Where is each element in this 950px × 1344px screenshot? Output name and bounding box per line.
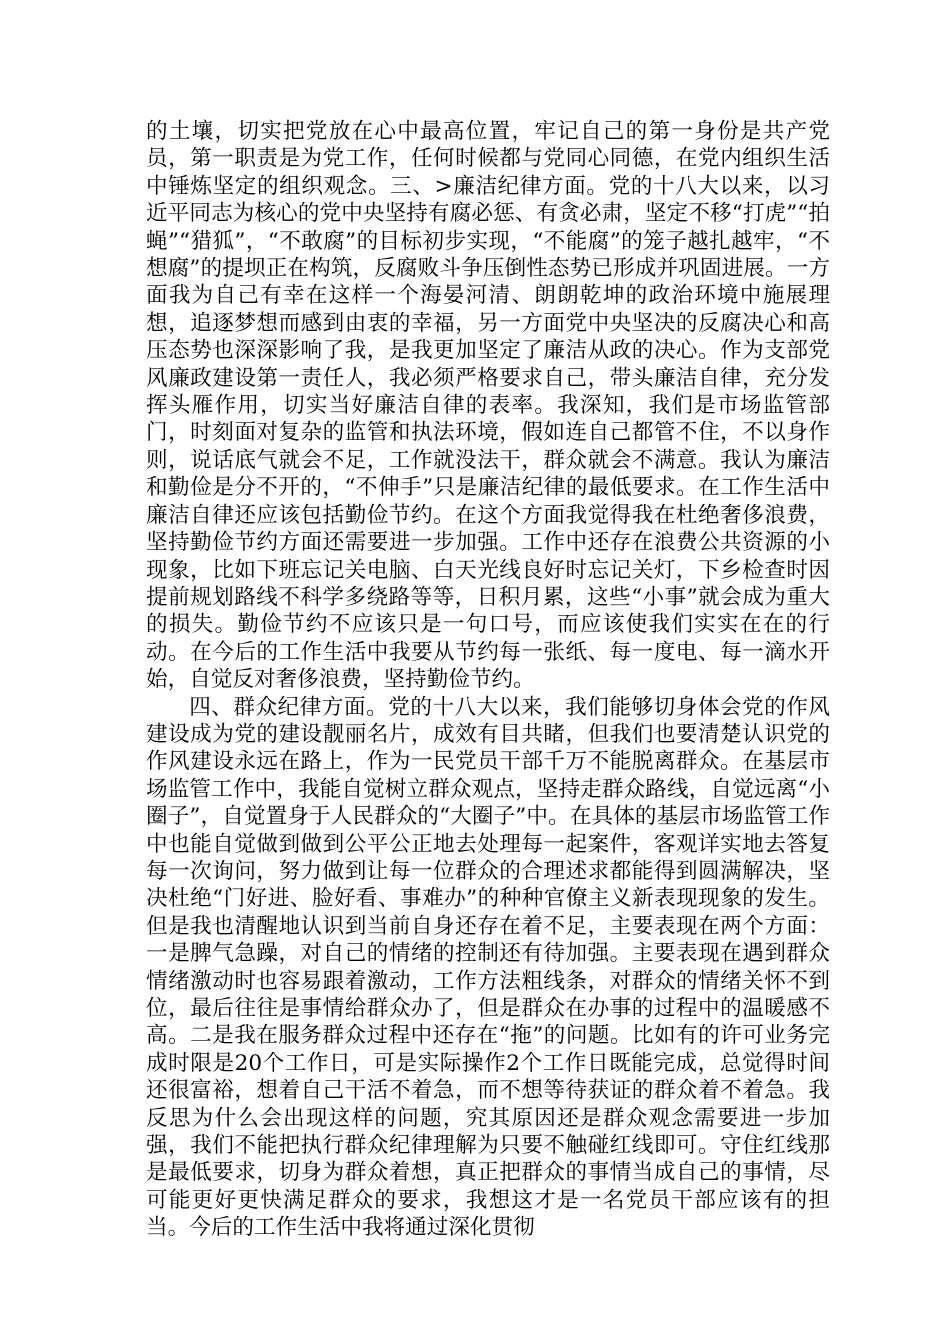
paragraph-integrity-discipline: 的土壤，切实把党放在心中最高位置，牢记自己的第一身份是共产党员，第一职责是为党工作，任何时候都与党同心同德，在党内组织生活中锤炼坚定的组织观念。三、>廉洁纪律方面。党的十八大以来，以习近平同志为核心的党中央坚持有腐必惩、有贪必肃，坚定不移“打虎”“拍蝇”“猎狐”，“不敢腐”的目标初步实现，“不能腐”的笼子越扎越牢，“不想腐”的提坝正在构筑，反腐败斗争压倒性态势已形成并巩固进展。一方面我为自己有幸在这样一个海晏河清、朗朗乾坤的政治环境中施展理想，追逐梦想而感到由衷的幸福，另一方面党中央坚决的反腐决心和高压态势也深深影响了我，是我更加坚定了廉洁从政的决心。作为支部党风廉政建设第一责任人，我必须严格要求自己，带头廉洁自律，充分发挥头雁作用，切实当好廉洁自律的表率。我深知，我们是市场监管部门，时刻面对复杂的监管和执法环境，假如连自己都管不住，不以身作则，说话底气就会不足，工作就没法干，群众就会不满意。我认为廉洁和勤俭是分不开的，“不伸手”只是廉洁纪律的最低要求。在工作生活中廉洁自律还应该包括勤俭节约。在这个方面我觉得我在杜绝奢侈浪费，坚持勤俭节约方面还需要进一步加强。工作中还存在浪费公共资源的小现象，比如下班忘记关电脑、白天光线良好时忘记关灯，下乡检查时因提前规划路线不科学多绕路等等，日积月累，这些“小事”就会成为重大的损失。勤俭节约不应该只是一句口号，而应该使我们实实在在的行动。在今后的工作生活中我要从节约每一张纸、每一度电、每一滴水开始，自觉反对奢侈浪费，坚持勤俭节约。 [146,119,830,693]
document-page [146,118,830,1242]
paragraph-mass-discipline: 四、群众纪律方面。党的十八大以来，我们能够切身体会党的作风建设成为党的建设靓丽名片，成效有目共睹，但我们也要清楚认识党的作风建设永远在路上，作为一民党员干部千万不能脱离群众。在基层市场监管工作中，我能自觉树立群众观点，坚持走群众路线，自觉远离“小圈子”，自觉置身于人民群众的“大圈子”中。在具体的基层市场监管工作中也能自觉做到做到公平公正地去处理每一起案件，客观详实地去答复每一次询问，努力做到让每一位群众的合理述求都能得到圆满解决，坚决杜绝“门好进、脸好看、事难办”的种种官僚主义新表现现象的发生。但是我也清醒地认识到当前自身还存在着不足，主要表现在两个方面：一是脾气急躁，对自己的情绪的控制还有待加强。主要表现在遇到群众情绪激动时也容易跟着激动，工作方法粗线条，对群众的情绪关怀不到位，最后往往是事情给群众办了，但是群众在办事的过程中的温暖感不高。二是我在服务群众过程中还存在“拖”的问题。比如有的许可业务完成时限是20个工作日，可是实际操作2个工作日既能完成，总觉得时间还很富裕，想着自己干活不着急，而不想等待获证的群众着不着急。我反思为什么会出现这样的问题，究其原因还是群众观念需要进一步加强，我们不能把执行群众纪律理解为只要不触碰红线即可。守住红线那是最低要求，切身为群众着想，真正把群众的事情当成自己的事情，尽可能更好更快满足群众的要求，我想这才是一名党员干部应该有的担当。今后的工作生活中我将通过深化贯彻 [146,694,830,1241]
